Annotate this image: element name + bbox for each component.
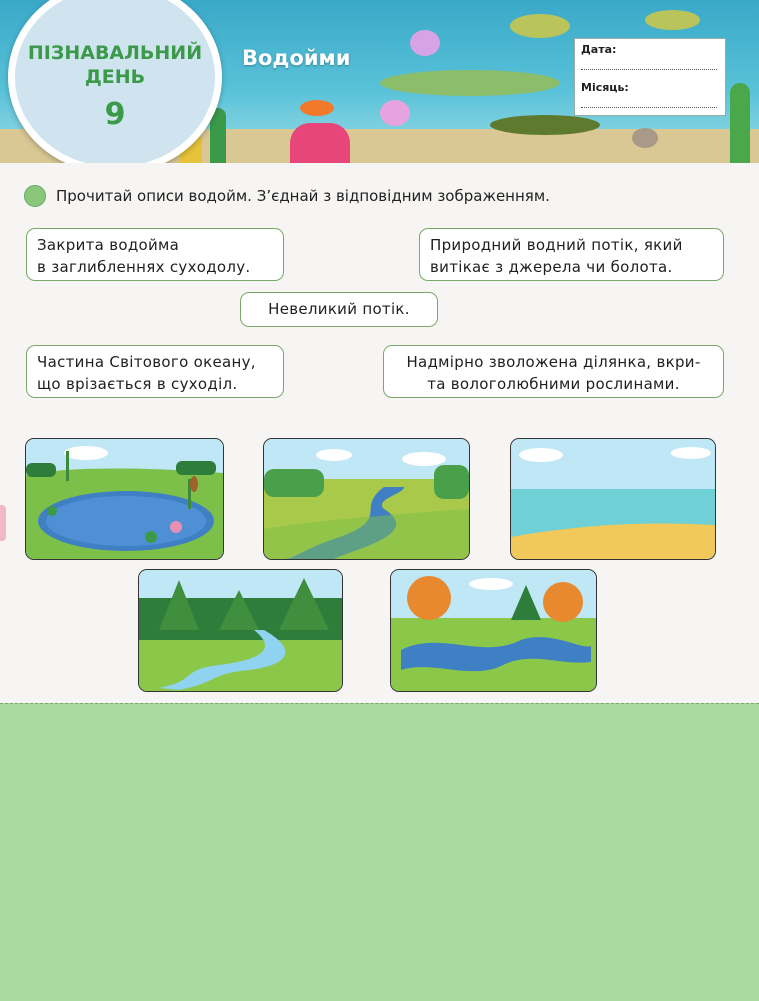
jellyfish-icon [410,30,440,56]
task-instruction [24,185,550,207]
stream-illustration [139,570,342,691]
swamp-scene[interactable] [390,569,597,692]
month-field[interactable] [581,107,717,108]
page-tab-marker [0,505,6,541]
date-label: Дата: [581,43,617,56]
day-number: 9 [104,96,126,132]
desc-lake[interactable] [26,228,284,281]
day-title-line2: ДЕНЬ [84,65,146,88]
snail-icon [632,128,658,148]
date-box [574,38,726,116]
desc-line: Закрита водойма [37,236,180,254]
seaweed-decor [730,83,750,163]
section-title: Водойми [242,46,351,70]
clownfish-icon [300,100,334,116]
desc-stream[interactable] [240,292,438,327]
desc-line: та вологолюбними рослинами. [427,375,680,393]
sea-illustration [511,439,715,559]
pond-illustration [26,439,223,559]
coral-decor [290,123,350,163]
pike-fish-icon [380,70,560,96]
river-illustration [264,439,469,559]
desc-line: Частина Світового океану, [37,353,256,371]
desc-line: Природний водний потік, який [430,236,683,254]
jellyfish-icon [380,100,410,126]
page-header [0,0,759,163]
desc-sea[interactable] [26,345,284,398]
desc-river[interactable] [419,228,724,281]
day-title-line1: ПІЗНАВАЛЬНИЙ [27,41,203,64]
desc-line: Невеликий потік. [268,300,410,318]
fish-icon [510,14,570,38]
day-title [25,41,205,89]
day-badge [8,0,222,163]
desc-line: витікає з джерела чи болота. [430,258,673,276]
sea-scene[interactable] [510,438,716,560]
crayfish-icon [490,115,600,135]
instruction-text: Прочитай описи водойм. З’єднай з відповідним зображенням. [56,187,550,205]
stream-scene[interactable] [138,569,343,692]
bullet-icon [24,185,46,207]
desc-line: Надмірно зволожена ділянка, вкри- [406,353,701,371]
desc-swamp[interactable] [383,345,724,398]
river-scene[interactable] [263,438,470,560]
swamp-illustration [391,570,596,691]
lower-green-area [0,703,759,1001]
date-field[interactable] [581,69,717,70]
pond-scene[interactable] [25,438,224,560]
desc-line: в заглибленнях суходолу. [37,258,251,276]
desc-line: що врізається в суходіл. [37,375,238,393]
fish-icon [645,10,700,30]
month-label: Місяць: [581,81,629,94]
